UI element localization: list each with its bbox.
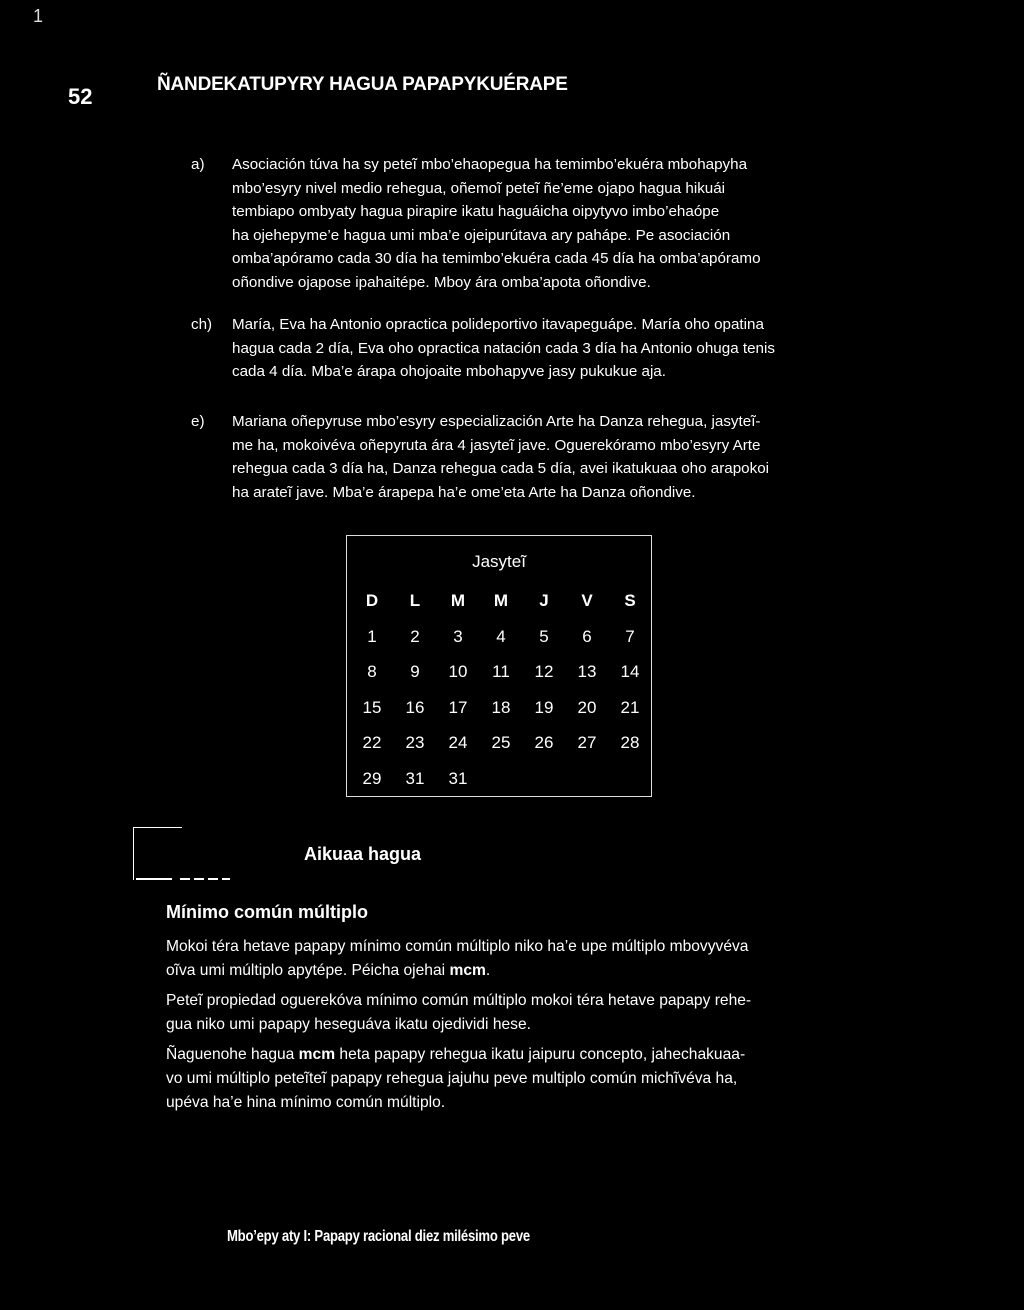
text-line: rehegua cada 3 día ha, Danza rehegua cada 5 día, avei ikatukuaa oho arapokoi [232,460,770,477]
text-line: upéva ha’e hina mínimo común múltiplo. [166,1093,446,1111]
text-line: Mariana oñepyruse mbo’esyry especialización Arte ha Danza rehegua, jasyteĩ- [232,413,761,430]
exercise-text [232,410,881,504]
text-line: María, Eva ha Antonio opractica polideportivo itavapeguápe. María oho opatina [232,316,764,333]
calendar-day: 16 [405,697,425,717]
calendar-day: 17 [448,697,468,717]
calendar-day: 31 [405,768,425,788]
definition-paragraph [166,989,871,1037]
text-line: mbo’esyry nivel medio rehegua, oñemoĩ peteĩ ñe’eme ojapo hagua hikuái [232,179,726,197]
calendar-weekday-row [347,591,651,627]
text-line: ha arateĩ jave. Mba’e árapepa ha’e ome’eta Arte ha Danza oñondive. [232,483,696,501]
section-marker-dashes [180,878,230,880]
calendar-day: 24 [448,733,468,752]
calendar-day: 27 [577,733,597,752]
text-line: hagua cada 2 día, Eva oho opractica natación cada 3 día ha Antonio ohuga tenis [232,339,775,357]
calendar-weekday: L [409,591,421,610]
text-line: Asociación túva ha sy peteĩ mbo’ehaopegua ha temimbo’ekuéra mbohapyha [232,156,748,173]
page-title: ÑANDEKATUPYRY HAGUA PAPAPYKUÉRAPE [157,74,568,95]
exercise-e [191,410,881,504]
calendar-weekday: J [539,591,549,610]
calendar-day: 7 [625,626,635,646]
calendar-day: 4 [496,626,506,646]
calendar-weekday: V [581,591,593,610]
calendar-day: 31 [448,768,468,788]
exercise-a [191,153,881,294]
calendar-day: 10 [448,662,468,681]
text-line: oĩva umi múltiplo apytépe. Péicha ojehai mcm. [166,961,491,979]
calendar-day: 28 [620,733,640,752]
section-label: Aikuaa hagua [304,844,422,864]
calendar-day: 15 [362,697,382,717]
exercise-label: a) [191,156,205,173]
calendar-weekday: S [624,591,636,610]
calendar-day: 13 [577,662,597,681]
mcm-term: mcm [449,961,486,979]
text-line: Mokoi téra hetave papapy mínimo común múltiplo niko ha’e upe múltiplo mbovyvéva [166,938,749,955]
section-marker [133,827,182,880]
calendar-day: 2 [410,626,420,646]
text-line: cada 4 día. Mba’e árapa ohojoaite mbohapyve jasy pukukue aja. [232,363,666,380]
text-line: me ha, mokoivéva oñepyruta ára 4 jasyteĩ jave. Oguerekóramo mbo’esyry Arte [232,436,761,454]
calendar-day: 21 [620,697,640,717]
text-line: oñondive ojapose ipahaitépe. Mboy ára omba’apota oñondive. [232,273,651,291]
calendar-day: 6 [582,626,592,646]
calendar [346,535,652,797]
calendar-weekday: D [365,591,379,610]
calendar-day: 22 [362,733,382,752]
calendar-grid [347,591,651,804]
text-line: omba’apóramo cada 30 día ha temimbo’ekuéra cada 45 día ha omba’apóramo [232,250,761,267]
page-number: 52 [68,84,93,109]
calendar-day: 3 [453,626,463,646]
calendar-day: 8 [367,662,377,681]
corner-mark: 1 [33,6,44,26]
calendar-day: 26 [534,733,554,752]
calendar-week-row [347,769,651,805]
footer-text: Mbo’epy aty I: Papapy racional diez milésimo peve [227,1228,530,1245]
calendar-day: 12 [534,662,554,681]
calendar-weekday: M [450,591,466,610]
calendar-week-row [347,627,651,663]
text-line: Peteĩ propiedad oguerekóva mínimo común múltiplo mokoi téra hetave papapy rehe- [166,992,752,1009]
calendar-day: 5 [539,626,549,646]
exercise-label: e) [191,413,205,430]
exercise-ch [191,313,881,384]
calendar-week-row [347,733,651,769]
calendar-week-row [347,662,651,698]
calendar-day: 19 [534,697,554,717]
exercise-text [232,153,881,294]
calendar-day: 18 [491,697,511,717]
calendar-day: 1 [367,626,377,646]
calendar-day: 29 [362,768,382,788]
definition-paragraph [166,1043,871,1114]
exercise-label: ch) [191,316,213,333]
text-line: vo umi múltiplo peteĩteĩ papapy rehegua jajuhu peve multiplo común michĩvéva ha, [166,1069,738,1087]
text-line: Ñaguenohe hagua mcm heta papapy rehegua ikatu jaipuru concepto, jahechakuaa- [166,1046,746,1063]
calendar-title: Jasyteĩ [472,552,526,571]
calendar-day: 9 [410,662,420,681]
calendar-day: 11 [492,662,510,681]
section-marker-line [136,878,172,880]
text-line: ha ojehepyme’e hagua umi mba’e ojeipurútava ary paháp​e. Pe asociación [232,226,731,244]
definition-title: Mínimo común múltiplo [166,902,368,922]
calendar-week-row [347,698,651,734]
calendar-day: 25 [491,733,511,752]
text-line: gua niko umi papapy heseguáva ikatu ojedividi hese. [166,1015,531,1033]
mcm-term: mcm [298,1046,336,1063]
text-line: tembiapo ombyaty hagua pirapire ikatu haguáicha oipytyvo imbo’ehaópe [232,203,720,220]
calendar-day: 20 [577,697,597,717]
calendar-day: 23 [405,733,425,752]
calendar-day: 14 [620,662,640,681]
calendar-weekday: M [493,591,509,610]
exercise-text [232,313,881,384]
definition-paragraph [166,935,871,983]
